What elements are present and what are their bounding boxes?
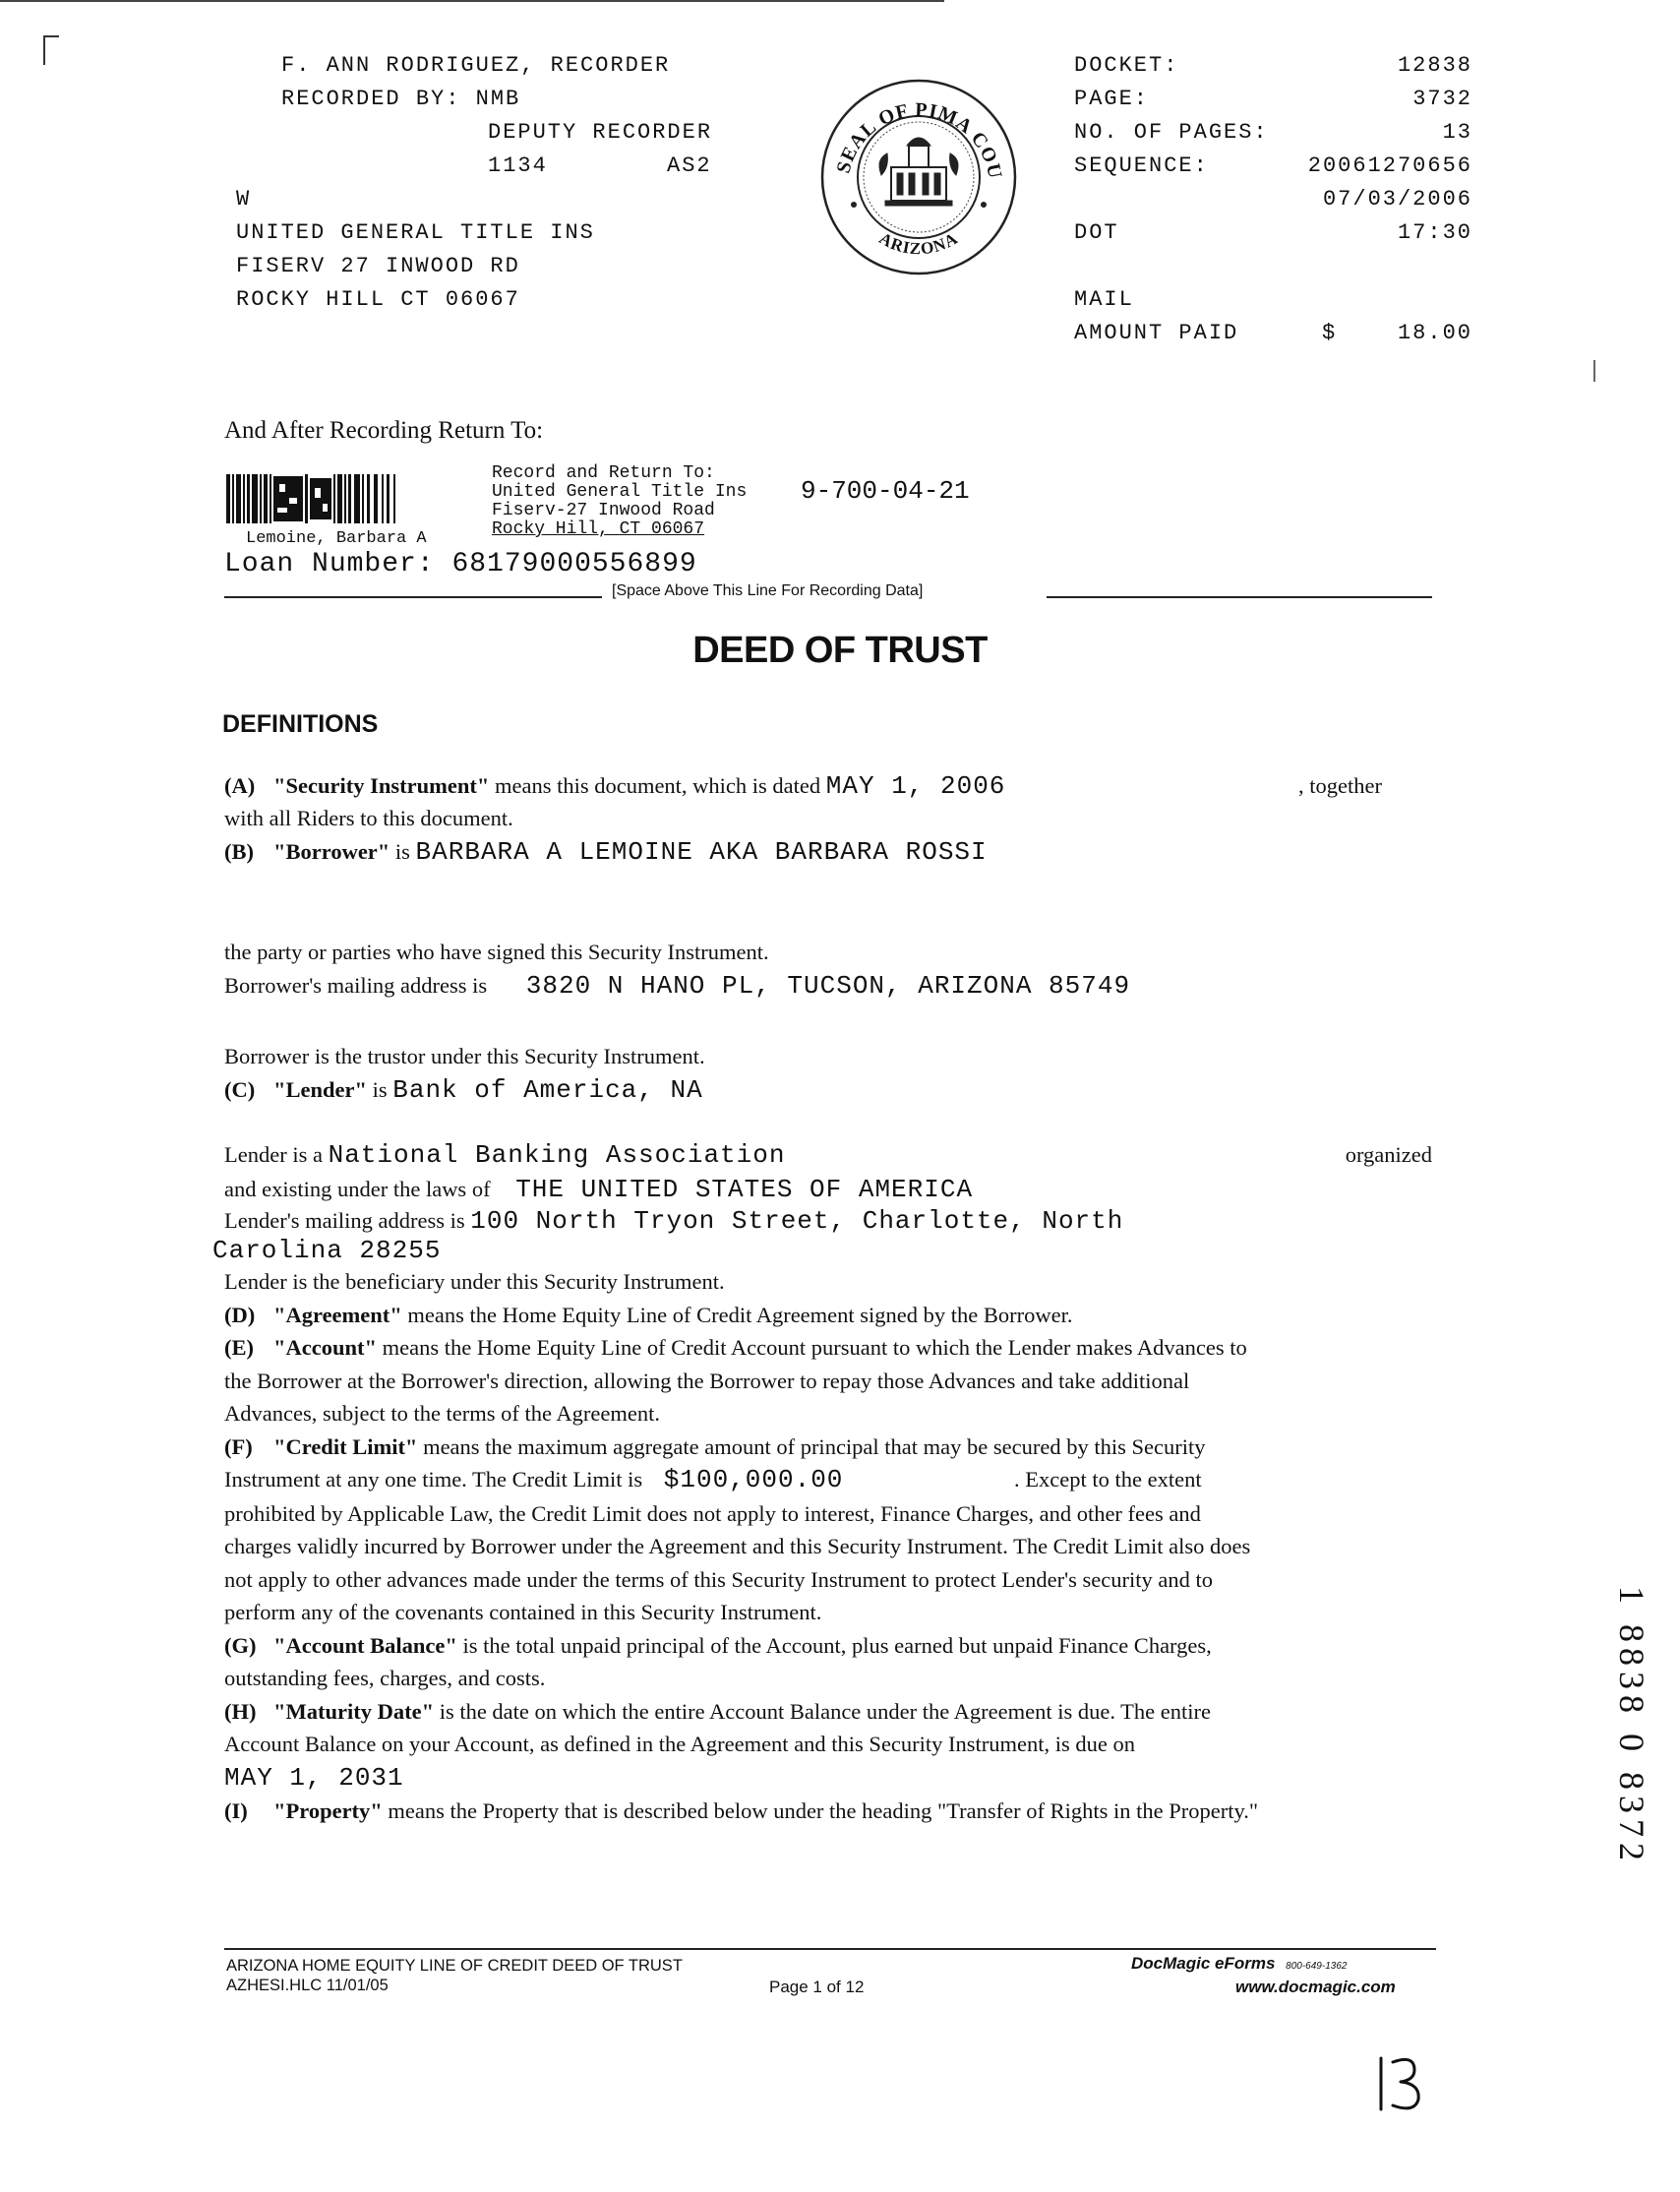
page-label: PAGE: <box>1074 87 1150 111</box>
footer-rule <box>224 1948 1436 1950</box>
recorded-by: RECORDED BY: NMB <box>281 87 521 111</box>
borrower-address-line: Borrower's mailing address is 3820 N HANO PL, TUCSON, ARIZONA 85749 <box>224 970 1131 1001</box>
recorder-code-2: AS2 <box>667 153 712 178</box>
return-heading: And After Recording Return To: <box>224 417 544 444</box>
scan-tick <box>1593 360 1595 382</box>
amount-value: 18.00 <box>1397 321 1472 345</box>
pima-county-seal <box>818 77 1019 277</box>
definition-a: (A) "Security Instrument" means this document, which is dated MAY 1, 2006 , together <box>224 771 1382 801</box>
borrower-address: 3820 N HANO PL, TUCSON, ARIZONA 85749 <box>525 970 1131 1001</box>
top-scan-line <box>0 0 944 2</box>
pages-value: 13 <box>1442 120 1472 145</box>
lender-type: National Banking Association <box>328 1140 786 1170</box>
margin-recording-stamp: 1 8838 0 8372 <box>1612 1586 1651 1866</box>
borrower-name: BARBARA A LEMOINE AKA BARBARA ROSSI <box>415 836 988 867</box>
recording-time: 17:30 <box>1397 220 1472 245</box>
definition-h: (H) "Maturity Date" is the date on which the entire Account Balance under the Agreement is due. The entire <box>224 1698 1212 1724</box>
lender-laws-line: and existing under the laws of THE UNITED STATES OF AMERICA <box>224 1174 974 1204</box>
lender-name: Bank of America, NA <box>392 1074 703 1105</box>
definition-g: (G) "Account Balance" is the total unpaid principal of the Account, plus earned but unpaid Finance Charges, <box>224 1632 1212 1658</box>
return-address-line-1: UNITED GENERAL TITLE INS <box>236 220 595 245</box>
definition-e: (E) "Account" means the Home Equity Line of Credit Account pursuant to which the Lender makes Advances to <box>224 1335 1247 1360</box>
credit-limit-line: Instrument at any one time. The Credit Limit is $100,000.00 . Except to the extent <box>224 1465 1202 1494</box>
footer-brand: DocMagic eForms <box>1131 1954 1276 1973</box>
lender-address-line: Lender's mailing address is 100 North Tryon Street, Charlotte, North <box>224 1206 1124 1236</box>
sequence-label: SEQUENCE: <box>1074 153 1209 178</box>
document-title: DEED OF TRUST <box>692 630 988 671</box>
definition-f: (F) "Credit Limit" means the maximum aggregate amount of principal that may be secured by this Security <box>224 1433 1206 1459</box>
barcode <box>226 474 399 523</box>
definitions-body: (A) "Security Instrument" means this document, which is dated MAY 1, 2006 , together with all Riders to this document. (B) "Borrower" is BARBARA A LEMOINE AKA BARBARA ROSSI the party or parties who have signed this Security Instrument. Borrower's mailing address is 3820 N HANO PL, TUCSON, ARIZONA 85749 Borrower is the trustor under this Security Instrument. (C) "Lender" is Bank of America, NA Lender is a National Banking Association organized and existing under the laws of THE UNITED STATES OF AMERICA Lender's mailing address is 100 North Tryon Street, Charlotte, North Carolina 28255 Lender is the beneficiary under this Security Instrument. (D) "Agreement" means the Home Equity Line of Credit Agreement signed by the Borrower. (E) "Account" means the Home Equity Line of Credit Account pursuant to which the Lender makes Advances to the Borrower at the Borrower's direction, allowing the Borrower to repay those Advances and take additional Advances, subject to the terms of the Agreement. (F) "Credit Limit" means the maximum aggregate amount of principal that may be secured by this Security Instrument at any one time. The Credit Limit is $100,000.00 . Except to the extent prohibited by Applicable Law, the Credit Limit does not apply to interest, Finance Charges, and other fees and charges validly incurred by Borrower under the Agreement and this Security Instrument. The Credit Limit also does not apply to other advances made under the terms of this Security Instrument to protect Lender's security and to perform any of the covenants contained in this Security Instrument. (G) "Account Balance" is the total unpaid principal of the Account, plus earned but unpaid Finance Charges, outstanding fees, charges, and costs. (H) "Maturity Date" is the date on which the entire Account Balance under the Agreement is due. The entire Account Balance on your Account, as defined in the Agreement and this Security Instrument, is due on MAY 1, 2031 (I) "Property" means the Property that is described below under the heading "Transfer of Rights in the Property." <box>224 769 1432 1828</box>
footer-phone: 800-649-1362 <box>1286 1961 1348 1972</box>
return-stamp-line-4: Rocky Hill, CT 06067 <box>492 519 705 539</box>
docket-value: 12838 <box>1397 53 1472 78</box>
recording-divider-left <box>224 596 602 598</box>
instrument-date: MAY 1, 2006 <box>825 771 1006 801</box>
file-number: 9-700-04-21 <box>801 476 970 506</box>
footer-form-code: AZHESI.HLC 11/01/05 <box>226 1977 389 1994</box>
seal-bottom-text: ARIZONA <box>875 228 962 259</box>
docmagic-logo <box>1131 1954 1347 1974</box>
deputy-recorder: DEPUTY RECORDER <box>488 120 713 145</box>
dot-label: DOT <box>1074 220 1119 245</box>
footer-page-number: Page 1 of 12 <box>769 1978 865 1996</box>
lender-type-line: Lender is a National Banking Association organized <box>224 1140 1432 1170</box>
loan-number-value: 68179000556899 <box>451 549 697 579</box>
definition-d: (D) "Agreement" means the Home Equity Line of Credit Agreement signed by the Borrower. <box>224 1302 1073 1327</box>
return-stamp-line-3: Fiserv-27 Inwood Road <box>492 501 715 520</box>
mail-label: MAIL <box>1074 287 1134 312</box>
lender-address-2: Carolina 28255 <box>212 1236 442 1265</box>
definition-b: (B) "Borrower" is BARBARA A LEMOINE AKA BARBARA ROSSI <box>224 836 988 867</box>
maturity-date: MAY 1, 2031 <box>224 1762 404 1793</box>
sequence-value: 20061270656 <box>1307 153 1472 178</box>
recorder-w: W <box>236 187 252 212</box>
recorder-name: F. ANN RODRIGUEZ, RECORDER <box>281 53 671 78</box>
currency-symbol: $ <box>1322 321 1338 345</box>
recording-divider-right <box>1047 596 1432 598</box>
return-stamp-line-1: Record and Return To: <box>492 463 715 483</box>
barcode-name: Lemoine, Barbara A <box>246 529 427 548</box>
footer-form-info <box>226 1956 683 1995</box>
svg-text:ARIZONA <box>876 228 961 258</box>
lender-jurisdiction: THE UNITED STATES OF AMERICA <box>515 1174 974 1204</box>
space-above-note: [Space Above This Line For Recording Data] <box>612 582 924 599</box>
amount-label: AMOUNT PAID <box>1074 321 1239 345</box>
return-address-line-3: ROCKY HILL CT 06067 <box>236 287 520 312</box>
pages-label: NO. OF PAGES: <box>1074 120 1269 145</box>
recorder-code-1: 1134 <box>488 153 548 178</box>
lender-address-1: 100 North Tryon Street, Charlotte, North <box>470 1206 1124 1236</box>
loan-number-label: Loan Number: <box>224 549 435 579</box>
definition-c: (C) "Lender" is Bank of America, NA <box>224 1074 703 1105</box>
definitions-heading: DEFINITIONS <box>222 710 379 738</box>
return-stamp <box>492 464 747 539</box>
corner-mark <box>43 35 59 65</box>
loan-number-line <box>224 549 697 579</box>
courthouse-icon <box>879 138 958 206</box>
return-address-line-2: FISERV 27 INWOOD RD <box>236 254 520 278</box>
page-value: 3732 <box>1412 87 1472 111</box>
footer-form-title: ARIZONA HOME EQUITY LINE OF CREDIT DEED OF TRUST <box>226 1957 683 1975</box>
recording-data <box>1074 49 1472 354</box>
recording-date: 07/03/2006 <box>1322 187 1472 212</box>
credit-limit: $100,000.00 <box>663 1465 844 1494</box>
definition-i: (I) "Property" means the Property that is described below under the heading "Transfer of Rights in the Property." <box>224 1798 1259 1823</box>
footer-website: www.docmagic.com <box>1235 1978 1396 1996</box>
seal-top-text: SEAL OF PIMA COU <box>832 98 1006 182</box>
docket-label: DOCKET: <box>1074 53 1179 78</box>
return-stamp-line-2: United General Title Ins <box>492 482 748 502</box>
